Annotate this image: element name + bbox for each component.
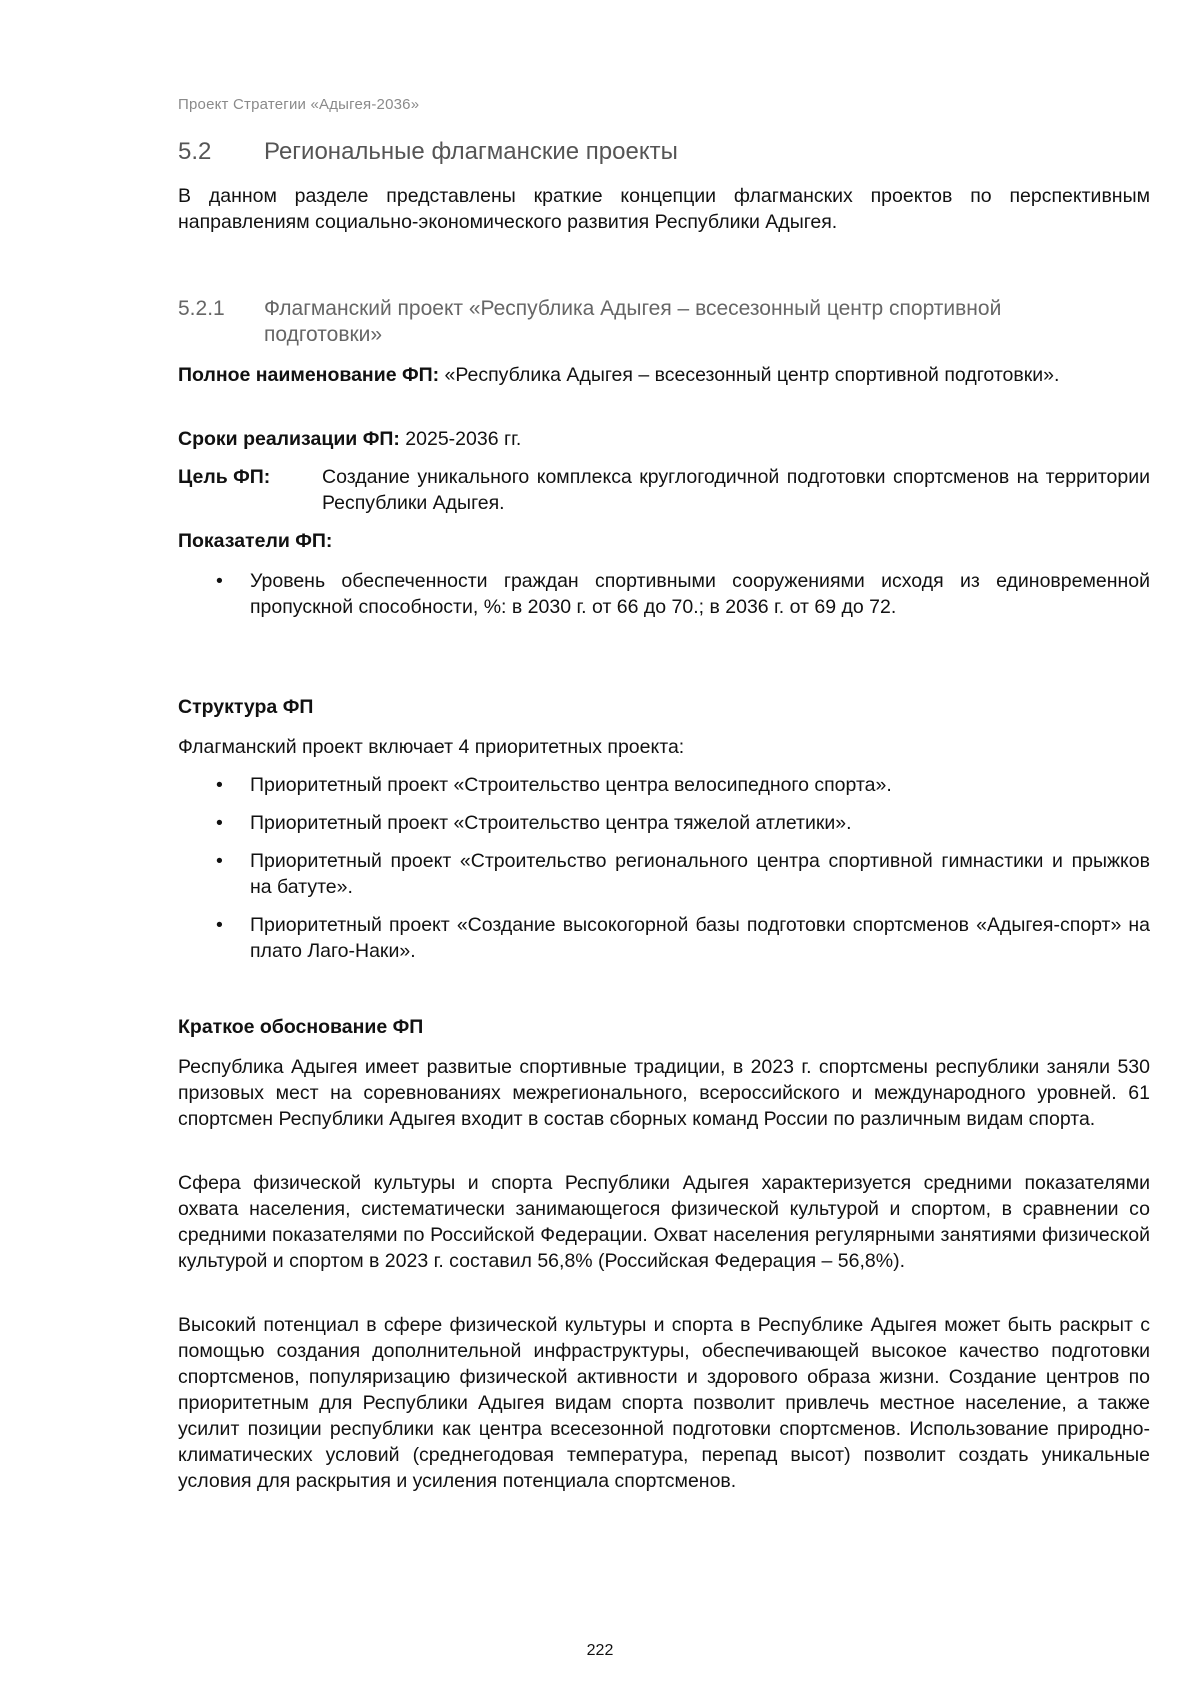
rationale-paragraph-3: Высокий потенциал в сфере физической культуры и спорта в Республике Адыгея может быть раскрыт с помощью создания дополнительной инфраструктуры, обеспечивающей высокое качество подготовки спортсменов, популяризацию физической активности и здорового образа жизни. Создание центров по приоритетным для Республики Адыгея видам спорта позволит привлечь местное население, а также усилит позиции республики как центра всесезонной подготовки спортсменов. Использование природно-климатических условий (среднегодовая температура, перепад высот) позволит создать уникальные условия для раскрытия и усиления потенциала спортсменов. xyxy=(178,1314,1150,1492)
full-name-field xyxy=(178,362,1150,388)
bullet-icon: • xyxy=(216,774,223,796)
section-number: 5.2 xyxy=(178,138,212,165)
list-item: • Уровень обеспеченности граждан спортивными сооружениями исходя из единовременной пропускной способности, %: в 2030 г. от 66 до 70.; в 2036 г. от 69 до 72. xyxy=(216,570,1150,618)
timeline-value: 2025-2036 гг. xyxy=(405,428,522,450)
full-name-label: Полное наименование ФП: xyxy=(178,364,440,386)
rationale-title: Краткое обоснование ФП xyxy=(178,1016,424,1038)
bullet-icon: • xyxy=(216,914,223,936)
subsection-heading xyxy=(178,296,1064,348)
running-header: Проект Стратегии «Адыгея-2036» xyxy=(178,96,420,113)
bullet-icon: • xyxy=(216,850,223,872)
full-name-value: «Республика Адыгея – всесезонный центр спортивной подготовки». xyxy=(444,364,1060,386)
list-item: • Приоритетный проект «Строительство центра велосипедного спорта». xyxy=(216,774,892,796)
structure-intro: Флагманский проект включает 4 приоритетных проекта: xyxy=(178,736,685,758)
bullet-icon: • xyxy=(216,812,223,834)
subsection-title: Флагманский проект «Республика Адыгея – всесезонный центр спортивной подготовки» xyxy=(264,297,1002,346)
indicators-list xyxy=(178,568,1150,620)
structure-title: Структура ФП xyxy=(178,696,314,718)
intro-paragraph: В данном разделе представлены краткие концепции флагманских проектов по перспективным направлениям социально-экономического развития Республики Адыгея. xyxy=(178,185,1150,233)
list-item: • Приоритетный проект «Строительство регионального центра спортивной гимнастики и прыжков на батуте». xyxy=(216,850,1150,898)
subsection-number: 5.2.1 xyxy=(178,297,225,320)
timeline-label: Сроки реализации ФП: xyxy=(178,428,400,450)
goal-label: Цель ФП: xyxy=(178,466,271,488)
section-title: Региональные флагманские проекты xyxy=(264,138,678,165)
timeline-field xyxy=(178,426,1150,452)
rationale-paragraph-2: Сфера физической культуры и спорта Республики Адыгея характеризуется средними показателями охвата населения, систематически занимающегося физической культурой и спортом, в сравнении со средними показателями по Российской Федерации. Охват населения регулярными занятиями физической культурой и спортом в 2023 г. составил 56,8% (Российская Федерация – 56,8%). xyxy=(178,1172,1150,1272)
page-number: 222 xyxy=(586,1642,614,1659)
list-item: • Приоритетный проект «Строительство центра тяжелой атлетики». xyxy=(216,812,852,834)
indicators-label: Показатели ФП: xyxy=(178,530,333,552)
bullet-icon: • xyxy=(216,570,223,592)
structure-list xyxy=(178,772,1150,964)
section-heading xyxy=(178,138,678,166)
rationale-paragraph-1: Республика Адыгея имеет развитые спортивные традиции, в 2023 г. спортсмены республики заняли 530 призовых мест на соревнованиях межрегионального, всероссийского и международного уровней. 61 спортсмен Республики Адыгея входит в состав сборных команд России по различным видам спорта. xyxy=(178,1056,1150,1130)
goal-value: Создание уникального комплекса круглогодичной подготовки спортсменов на территории Республики Адыгея. xyxy=(322,466,1150,514)
goal-field xyxy=(178,464,1150,516)
list-item: • Приоритетный проект «Создание высокогорной базы подготовки спортсменов «Адыгея-спорт» на плато Лаго-Наки». xyxy=(216,914,1150,962)
